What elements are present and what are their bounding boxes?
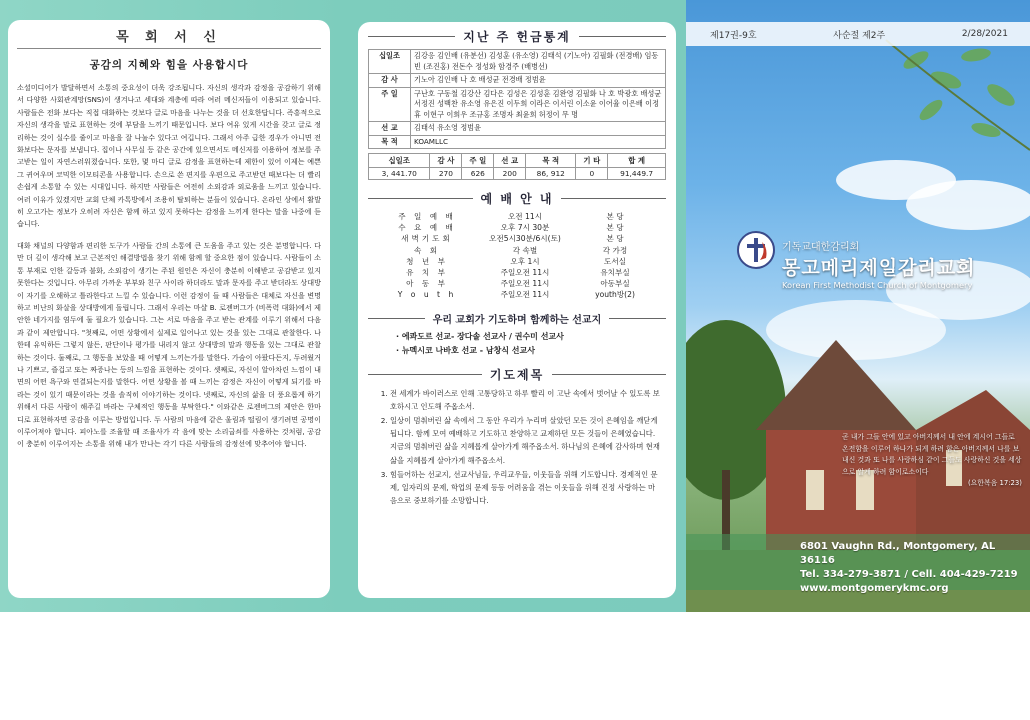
totals-value: 270 <box>430 168 462 180</box>
phone: Tel. 334-279-3871 / Cell. 404-429-7219 <box>800 569 1018 580</box>
table-row <box>369 50 666 74</box>
bulletin-info-bar <box>686 22 1030 46</box>
bulletin-date: 2/28/2021 <box>961 29 1008 39</box>
worship-place: 본 당 <box>606 223 624 233</box>
totals-value: 86, 912 <box>526 168 576 180</box>
worship-name: 청 년 부 <box>406 256 448 266</box>
worship-title: 예 배 안 내 <box>368 190 666 207</box>
verse-text: 곧 내가 그들 안에 있고 아버지께서 내 안에 계시어 그들로 온전함을 이루어 하나가 되게 하려 함은 아버지께서 나를 보내신 것과 또 나를 사랑하심 같이 그들도 사랑하신 것을 세상으로 알게 하려 함이로소이다 <box>842 433 1022 476</box>
table-row <box>369 168 666 180</box>
table-row <box>369 135 666 149</box>
worship-place: 아동부실 <box>600 279 630 289</box>
worship-name: 유 치 부 <box>406 268 448 278</box>
pastoral-letter-subtitle: 공감의 지혜와 힘을 사용합시다 <box>89 59 249 71</box>
table-row <box>392 256 642 267</box>
offering-names: 김강응 김인배 (유분선) 김성훈 (유소영) 김태석 (기노아) 김필화 (전경배) 임동빈 (조진홍) 전돈수 정성화 함경주 (배병선) <box>411 50 666 74</box>
totals-header: 감 사 <box>430 154 462 168</box>
table-row <box>369 87 666 122</box>
offering-title: 지난 주 헌금통계 <box>368 28 666 45</box>
info-panel <box>358 22 676 598</box>
cover-panel <box>686 0 1030 612</box>
worship-time: 주일오전 11시 <box>500 290 550 300</box>
totals-value: 91,449.7 <box>608 168 666 180</box>
letter-paragraph: 대화 채널의 다양함과 편리한 도구가 사람들 간의 소통에 큰 도움을 주고 있는 것은 분명합니다. 다만 더 깊이 생각해 보고 근본적인 해결방법을 찾기 위해 함께 할 중요한 점이 있습니다. 사람들이 소통 부재로 인한 갈등과 불화, 소외감이 생기는 주된 원인은 자신이 충분히 이해받고 공감받고 있지 못한다는 것입니다. 아무리 가까운 부부와 친구 사이라 하더라도 말과 문자를 주고 받더라도 상대방이 자기를 오해하고 틀라한다고 느낄 수 있습니다. 이런 감정이 들 때 사람들은 대체로 자신을 변명하고 비난의 화살을 상대방에게 돌립니다. 그래서 우리는 마샬 B. 로젠버그가 (비폭력 대화)에서 제안한 네가지를 염두에 둘 필요가 있습니다. 그는 서로 마음을 주고 받는 관계를 이루기 위해서 다음과 같이 제안합니다. "첫째로, 어떤 상황에서 실제로 일어나고 있는 것을 있는 그대로 관찰한다. 나한테 유익하든 그렇지 않든, 판단이나 평가를 내리지 않고 상대방의 말과 행동을 있는 그대로 관찰하는 것이다. 둘째로, 그 행동을 보았을 때 어떻게 느끼는가를 말한다. 가슴이 아팠다든지, 두려웠거나 기쁘고, 즐겁고 또는 짜증나는 등의 느낌을 표현하는 것이다. 셋째로, 자신이 알아차린 느낌이 내면의 어떤 욕구와 연결되는지를 말한다. 어떤 상황을 볼 때 느끼는 감정은 자신이 어떻게 되기를 바라는 것이 있기 때문이라는 것을 솔직히 이야기하는 것이다. 넷째로, 자신의 삶을 더 풍요롭게 하기 위해서 다른 사람이 해주길 바라는 구체적인 행동을 부탁한다." 이와같은 로젠버그의 제안은 한마디로 표현하자면 공감을 이루는 방법입니다. 두 사람의 마음에 같은 울림과 떨림이 생기려면 공명이 이루어져야 합니다. 피아노를 조율할 때 조율사가 각 음에 맞는 소리굽쇠를 사용하는 것처럼, 공감이 충분히 이루어지는 소통을 위해 내가 만나는 각기 다른 사람들의 감정선에 맞추어야 합니다. <box>17 240 321 449</box>
worship-name: 주 일 예 배 <box>398 212 456 221</box>
verse-reference: (요한복음 17:23) <box>967 479 1022 488</box>
church-title-block <box>782 238 976 290</box>
prayer-item: 3. 힘들어하는 선교지, 선교사님들, 우리교우들, 이웃들을 위해 기도합니다. 경제적인 문제, 일자리의 문제, 학업의 문제 등등 어려움을 겪는 이웃들을 위해 진정 사랑하는 마음으로 중보하기를 소망합니다. <box>390 468 660 508</box>
prayer-item: 1. 전 세계가 바이러스로 인해 고통당하고 하루 빨리 이 고난 속에서 벗어날 수 있도록 보호하시고 인도해 주옵소서. <box>390 387 660 413</box>
table-header-row <box>369 154 666 168</box>
letter-paragraph: 소셜미디어가 발달하면서 소통의 중요성이 더욱 강조됩니다. 자신의 생각과 감정을 공감하기 위해서 다양한 사회관계망(SNS)이 생겨나고 세대와 계층에 따라 여러 메신저들이 이용되고 있습니다. 사람들은 전화 보다는 직접 대화하는 것보다 글로 마음을 나누는 것을 더 선호한답니다. 즉흥적으로 자신의 생각을 말로 표현하는 것에 부담을 느끼기 때문입니다. 보다 여유 있게 시간을 갖고 글로 정리하는 것이 실수를 줄이고 마음을 잘 나눌수 있다고 여깁니다. 그래서 아주 급한 경우가 아니면 전화보다는 문자를 보냅니다. 집이나 사무실 등 같은 공간에 있으면서도 메신저를 이용하여 정보를 주고받는 일이 자연스러워졌습니다. 또한, 몇 마디 글로 감정을 표현하는데 제한이 있어 이제는 예쁜 그 귀여우며 코믹한 이모티콘을 사용합니다. 손으로 쓴 편지를 우편으로 주고받던 때보다는 더 빨리 손쉽게 소통할 수 있는 시대입니다. 하지만 사람들은 여전히 소외감과 외로움을 느끼고 있습니다. 여러 이유가 있겠지만 교회 단체 카톡방에서 조용히 탈퇴하는 분들이 있습니다. 온라인 상에서 활발히 오고가는 정보가 오히려 자신은 함께 하고 있지 못하다는 감정을 느끼게 한다는 말을 나중에 듣습니다. <box>17 83 321 229</box>
worship-place: 유치부실 <box>600 268 630 278</box>
pastoral-letter-body <box>17 82 321 451</box>
totals-header: 십일조 <box>369 154 430 168</box>
table-row <box>392 267 642 278</box>
offering-names: 구난호 구동철 김강산 김다은 김성은 김성훈 김완영 김필화 나 호 박광호 배성균 서정진 성백찬 유소영 유은진 이두희 이라은 이서린 이소윤 이어율 이은배 이정휴 이현구 이희우 조규홍 조명자 최윤희 허정이 무 명 <box>411 87 666 122</box>
contact-info <box>686 534 1030 594</box>
scripture-verse <box>842 432 1022 490</box>
totals-header: 선 교 <box>494 154 526 168</box>
worship-name: 수 요 예 배 <box>398 223 456 233</box>
cover-illustration <box>686 0 1030 612</box>
offering-label: 십일조 <box>369 50 411 74</box>
church-name: 몽고메리제일감리교회 <box>782 257 976 279</box>
worship-name: 새벽기도회 <box>401 234 453 244</box>
offering-totals-table <box>368 153 666 180</box>
offering-names: 김태석 유소영 정범윤 <box>411 122 666 136</box>
worship-time: 오후 7시 30분 <box>500 223 550 233</box>
worship-name: Y o u t h <box>397 290 457 300</box>
worship-time: 오전 11시 <box>507 212 543 221</box>
totals-value: 200 <box>494 168 526 180</box>
totals-header: 목 적 <box>526 154 576 168</box>
worship-time: 주일오전 11시 <box>500 279 550 289</box>
table-row <box>369 74 666 88</box>
offering-names: KOAMLLC <box>411 135 666 149</box>
prayer-title: 기도제목 <box>368 366 666 383</box>
totals-header: 기 타 <box>576 154 608 168</box>
offering-names: 기노아 김인배 나 호 배성균 전경배 정범윤 <box>411 74 666 88</box>
mission-item: · 에콰도르 선교- 장다솔 선교사 / 권수미 선교사 <box>396 331 564 341</box>
offering-label: 선 교 <box>369 122 411 136</box>
pastoral-letter-panel <box>8 20 330 598</box>
worship-time: 오전5시30분/6시(토) <box>489 234 561 244</box>
worship-name: 아 동 부 <box>406 279 448 289</box>
worship-time: 주일오전 11시 <box>500 268 550 278</box>
offering-label: 감 사 <box>369 74 411 88</box>
mission-item: · 뉴멕시코 나바호 선교 - 남창식 선교사 <box>396 345 535 355</box>
worship-place: 본 당 <box>606 212 624 221</box>
missions-list <box>368 330 666 358</box>
divider <box>17 48 321 49</box>
prayer-item: 2. 일상이 멈춰버린 삶 속에서 그 동안 우리가 누리며 살았던 모든 것이 은혜임을 깨닫게 됩니다. 함께 모여 예배하고 기도하고 찬양하고 교제하던 모든 것들이 은혜였습니다. 지금의 멈춰버린 삶을 지혜롭게 살아가게 해주옵소서. 하나님의 은혜에 감사하며 현재 삶을 지혜롭게 살아가게 해주옵소서. <box>390 414 660 467</box>
totals-header: 합 계 <box>608 154 666 168</box>
table-row <box>392 245 642 256</box>
volume-number: 제17권-9호 <box>710 30 757 41</box>
missions-title: 우리 교회가 기도하며 함께하는 선교지 <box>368 311 666 326</box>
table-row <box>369 122 666 136</box>
denomination-name: 기독교대한감리회 <box>782 242 860 253</box>
totals-value: 0 <box>576 168 608 180</box>
worship-schedule <box>392 211 642 301</box>
table-row <box>392 278 642 289</box>
totals-header: 주 일 <box>462 154 494 168</box>
address: 6801 Vaughn Rd., Montgomery, AL 36116 <box>800 541 996 566</box>
table-row <box>392 222 642 233</box>
church-name-english: Korean First Methodist Church of Montgomery <box>782 280 973 290</box>
table-row <box>392 233 642 244</box>
offering-table <box>368 49 666 149</box>
worship-place: youth방(2) <box>595 290 635 300</box>
cross-flame-logo-icon <box>736 230 776 270</box>
worship-time: 오후 1시 <box>510 256 540 266</box>
totals-value: 626 <box>462 168 494 180</box>
worship-place: 본 당 <box>606 234 624 244</box>
pastoral-letter-title: 목 회 서 신 <box>116 30 222 45</box>
table-row <box>392 289 642 300</box>
offering-label: 목 적 <box>369 135 411 149</box>
prayer-list <box>368 387 666 508</box>
table-row <box>392 211 642 222</box>
offering-label: 주 일 <box>369 87 411 122</box>
church-logo <box>736 230 776 270</box>
liturgical-week: 사순절 제2주 <box>833 30 886 41</box>
website-link[interactable]: www.montgomerykmc.org <box>800 583 949 594</box>
worship-place: 도서실 <box>603 256 626 266</box>
worship-time: 각 속별 <box>512 245 538 255</box>
worship-name: 속 회 <box>413 245 441 255</box>
worship-place: 각 가정 <box>602 245 628 255</box>
totals-value: 3, 441.70 <box>369 168 430 180</box>
